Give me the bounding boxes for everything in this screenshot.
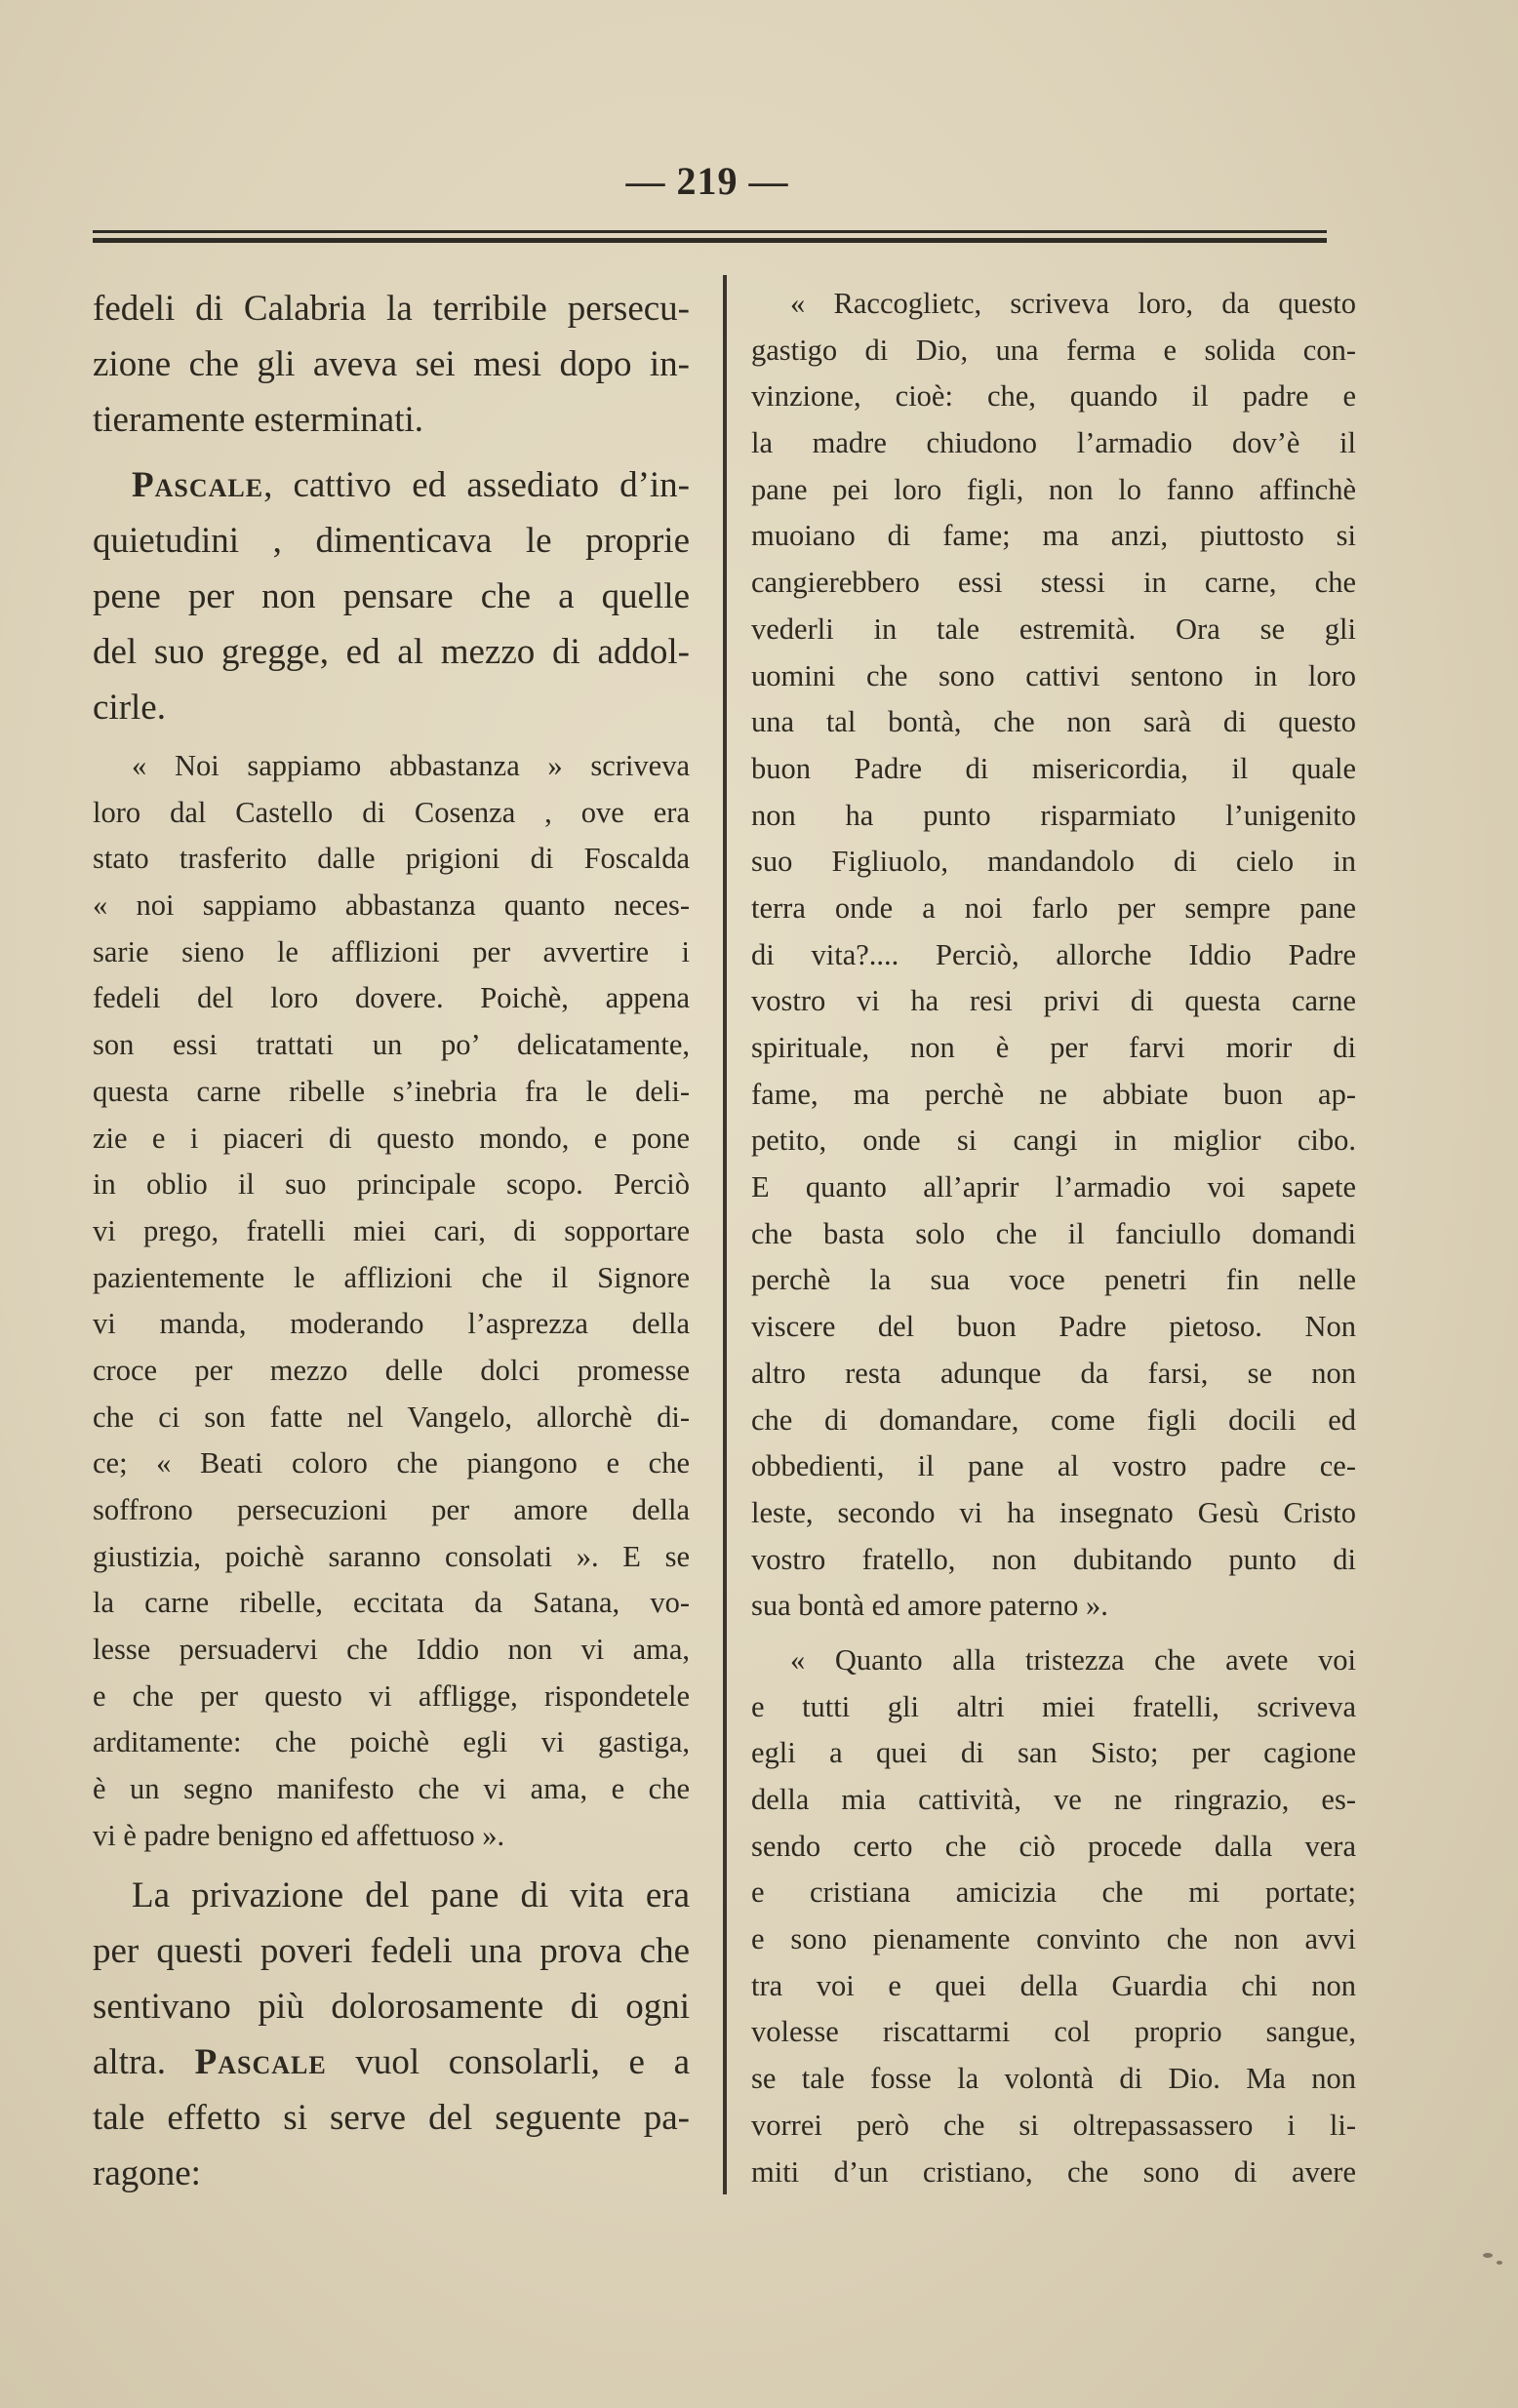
text-line: gastigo di Dio, una ferma e solida con- bbox=[751, 333, 1356, 367]
text-line: e cristiana amicizia che mi portate; bbox=[751, 1875, 1356, 1910]
text-line: pazientemente le afflizioni che il Signore bbox=[93, 1260, 690, 1294]
paragraph-left-2 bbox=[93, 457, 690, 735]
text-line: questa carne ribelle s’inebria fra le deli- bbox=[93, 1074, 690, 1108]
text-line: spirituale, non è per farvi morir di bbox=[751, 1031, 1356, 1064]
text-line: una tal bontà, che non sarà di questo bbox=[751, 705, 1356, 739]
text-line: tra voi e quei della Guardia chi non bbox=[751, 1968, 1356, 2002]
text-line: uomini che sono cattivi sentono in loro bbox=[751, 658, 1356, 692]
paper-speck bbox=[1497, 2261, 1502, 2265]
text-line: petito, onde si cangi in miglior cibo. bbox=[751, 1124, 1356, 1158]
text-line: la carne ribelle, eccitata da Satana, vo- bbox=[93, 1586, 690, 1620]
text-line: suo Figliuolo, mandandolo di cielo in bbox=[751, 845, 1356, 879]
text-line: vi prego, fratelli miei cari, di sopportare bbox=[93, 1213, 690, 1247]
text-line: egli a quei di san Sisto; per cagione bbox=[751, 1736, 1356, 1770]
text-line: e tutti gli altri miei fratelli, scriveva bbox=[751, 1689, 1356, 1723]
text-line: son essi trattati un po’ delicatamente, bbox=[93, 1028, 690, 1062]
text-line bbox=[93, 2034, 690, 2090]
text-line: vinzione, cioè: che, quando il padre e bbox=[751, 379, 1356, 414]
text-line: « Raccoglietc, scriveva loro, da questo bbox=[790, 287, 1356, 320]
text-line: tale effetto si serve del seguente pa- bbox=[93, 2097, 690, 2138]
text-line: ce; « Beati coloro che piangono e che bbox=[93, 1446, 690, 1480]
text-line: sarie sieno le afflizioni per avvertire i bbox=[93, 934, 690, 968]
text-line: vostro vi ha resi privi di questa carne bbox=[751, 984, 1356, 1018]
paragraph-right-1 bbox=[751, 281, 1356, 1630]
paper-speck bbox=[1483, 2253, 1493, 2258]
header-rule-thin bbox=[93, 230, 1327, 233]
text-line: della mia cattività, ve ne ringrazio, es- bbox=[751, 1783, 1356, 1816]
text-line: è un segno manifesto che vi ama, e che bbox=[93, 1772, 690, 1806]
text-line: stato trasferito dalle prigioni di Foscalda bbox=[93, 842, 690, 876]
text-line: fame, ma perchè ne abbiate buon ap- bbox=[751, 1077, 1356, 1111]
text-line: zie e i piaceri di questo mondo, e pone bbox=[93, 1121, 690, 1155]
text-fragment: vuol consolarli, e a bbox=[326, 2041, 690, 2082]
paragraph-left-1 bbox=[93, 281, 690, 448]
text-line: La privazione del pane di vita era bbox=[132, 1875, 690, 1915]
text-fragment: , cattivo ed assediato d’in- bbox=[263, 465, 690, 505]
text-line: di vita?.... Perciò, allorche Iddio Padre bbox=[751, 937, 1356, 971]
text-line: arditamente: che poichè egli vi gastiga, bbox=[93, 1725, 690, 1759]
author-name: Pascale bbox=[132, 465, 264, 505]
text-line: tieramente esterminati. bbox=[93, 400, 424, 440]
text-line: muoiano di fame; ma anzi, piuttosto si bbox=[751, 519, 1356, 553]
text-line: in oblio il suo principale scopo. Perciò bbox=[93, 1167, 690, 1202]
text-line: e che per questo vi affligge, rispondetele bbox=[93, 1678, 690, 1713]
paragraph-left-3 bbox=[93, 743, 690, 1860]
text-line: E quanto all’aprir l’armadio voi sapete bbox=[751, 1170, 1356, 1204]
text-line: pene per non pensare che a quelle bbox=[93, 576, 690, 616]
text-line: viscere del buon Padre pietoso. Non bbox=[751, 1310, 1356, 1344]
text-line: buon Padre di misericordia, il quale bbox=[751, 751, 1356, 785]
text-line: che basta solo che il fanciullo domandi bbox=[751, 1216, 1356, 1250]
text-line: del suo gregge, ed al mezzo di addol- bbox=[93, 632, 690, 672]
text-line: sendo certo che ciò procede dalla vera bbox=[751, 1829, 1356, 1863]
text-line: vederli in tale estremità. Ora se gli bbox=[751, 612, 1356, 646]
text-line: fedeli del loro dovere. Poichè, appena bbox=[93, 981, 690, 1015]
text-line: quietudini , dimenticava le proprie bbox=[93, 521, 690, 561]
text-line: « Noi sappiamo abbastanza » scriveva bbox=[132, 749, 690, 782]
text-fragment: altra. bbox=[93, 2041, 195, 2082]
text-line: soffrono persecuzioni per amore della bbox=[93, 1493, 690, 1526]
text-line: perchè la sua voce penetri fin nelle bbox=[751, 1263, 1356, 1297]
text-line: altro resta adunque da farsi, se non bbox=[751, 1356, 1356, 1390]
text-line: « Quanto alla tristezza che avete voi bbox=[790, 1642, 1356, 1677]
text-line bbox=[93, 457, 690, 513]
text-line: lesse persuadervi che Iddio non vi ama, bbox=[93, 1633, 690, 1667]
author-name: Pascale bbox=[194, 2041, 327, 2082]
text-line: zione che gli aveva sei mesi dopo in- bbox=[93, 344, 690, 384]
right-column bbox=[751, 281, 1356, 2195]
text-line: che di domandare, come figli docili ed bbox=[751, 1402, 1356, 1437]
text-line: miti d’un cristiano, che sono di avere bbox=[751, 2154, 1356, 2189]
text-line: ragone: bbox=[93, 2152, 201, 2193]
page-number: — 219 — bbox=[625, 159, 789, 203]
left-column bbox=[93, 281, 690, 2201]
text-line: vorrei però che si oltrepassassero i li- bbox=[751, 2108, 1356, 2142]
text-line: la madre chiudono l’armadio dov’è il bbox=[751, 426, 1356, 460]
text-line: che ci son fatte nel Vangelo, allorchè di- bbox=[93, 1400, 690, 1434]
header-rule-thick bbox=[93, 238, 1327, 243]
paragraph-left-4 bbox=[93, 1868, 690, 2201]
text-line: volesse riscattarmi col proprio sangue, bbox=[751, 2015, 1356, 2049]
text-line: fedeli di Calabria la terribile persecu- bbox=[93, 289, 690, 329]
text-line: se tale fosse la volontà di Dio. Ma non bbox=[751, 2062, 1356, 2096]
column-divider bbox=[723, 275, 727, 2194]
text-line: non ha punto risparmiato l’unigenito bbox=[751, 798, 1356, 832]
text-line: cangierebbero essi stessi in carne, che bbox=[751, 566, 1356, 600]
text-line: leste, secondo vi ha insegnato Gesù Cristo bbox=[751, 1495, 1356, 1529]
text-line: obbedienti, il pane al vostro padre ce- bbox=[751, 1449, 1356, 1483]
text-line: per questi poveri fedeli una prova che bbox=[93, 1930, 690, 1971]
text-line: loro dal Castello di Cosenza , ove era bbox=[93, 795, 690, 829]
text-line: sua bontà ed amore paterno ». bbox=[751, 1589, 1108, 1623]
text-line: terra onde a noi farlo per sempre pane bbox=[751, 890, 1356, 925]
text-line: vi manda, moderando l’asprezza della bbox=[93, 1307, 690, 1341]
text-line: e sono pienamente convinto che non avvi bbox=[751, 1922, 1356, 1956]
text-line: vi è padre benigno ed affettuoso ». bbox=[93, 1818, 505, 1852]
text-line: « noi sappiamo abbastanza quanto neces- bbox=[93, 888, 690, 923]
text-line: giustizia, poichè saranno consolati ». E se bbox=[93, 1539, 690, 1573]
text-line: croce per mezzo delle dolci promesse bbox=[93, 1353, 690, 1387]
text-line: sentivano più dolorosamente di ogni bbox=[93, 1986, 690, 2027]
paragraph-right-2 bbox=[751, 1638, 1356, 2195]
text-line: vostro fratello, non dubitando punto di bbox=[751, 1542, 1356, 1576]
text-line: pane pei loro figli, non lo fanno affinchè bbox=[751, 472, 1356, 506]
text-line: cirle. bbox=[93, 688, 166, 728]
